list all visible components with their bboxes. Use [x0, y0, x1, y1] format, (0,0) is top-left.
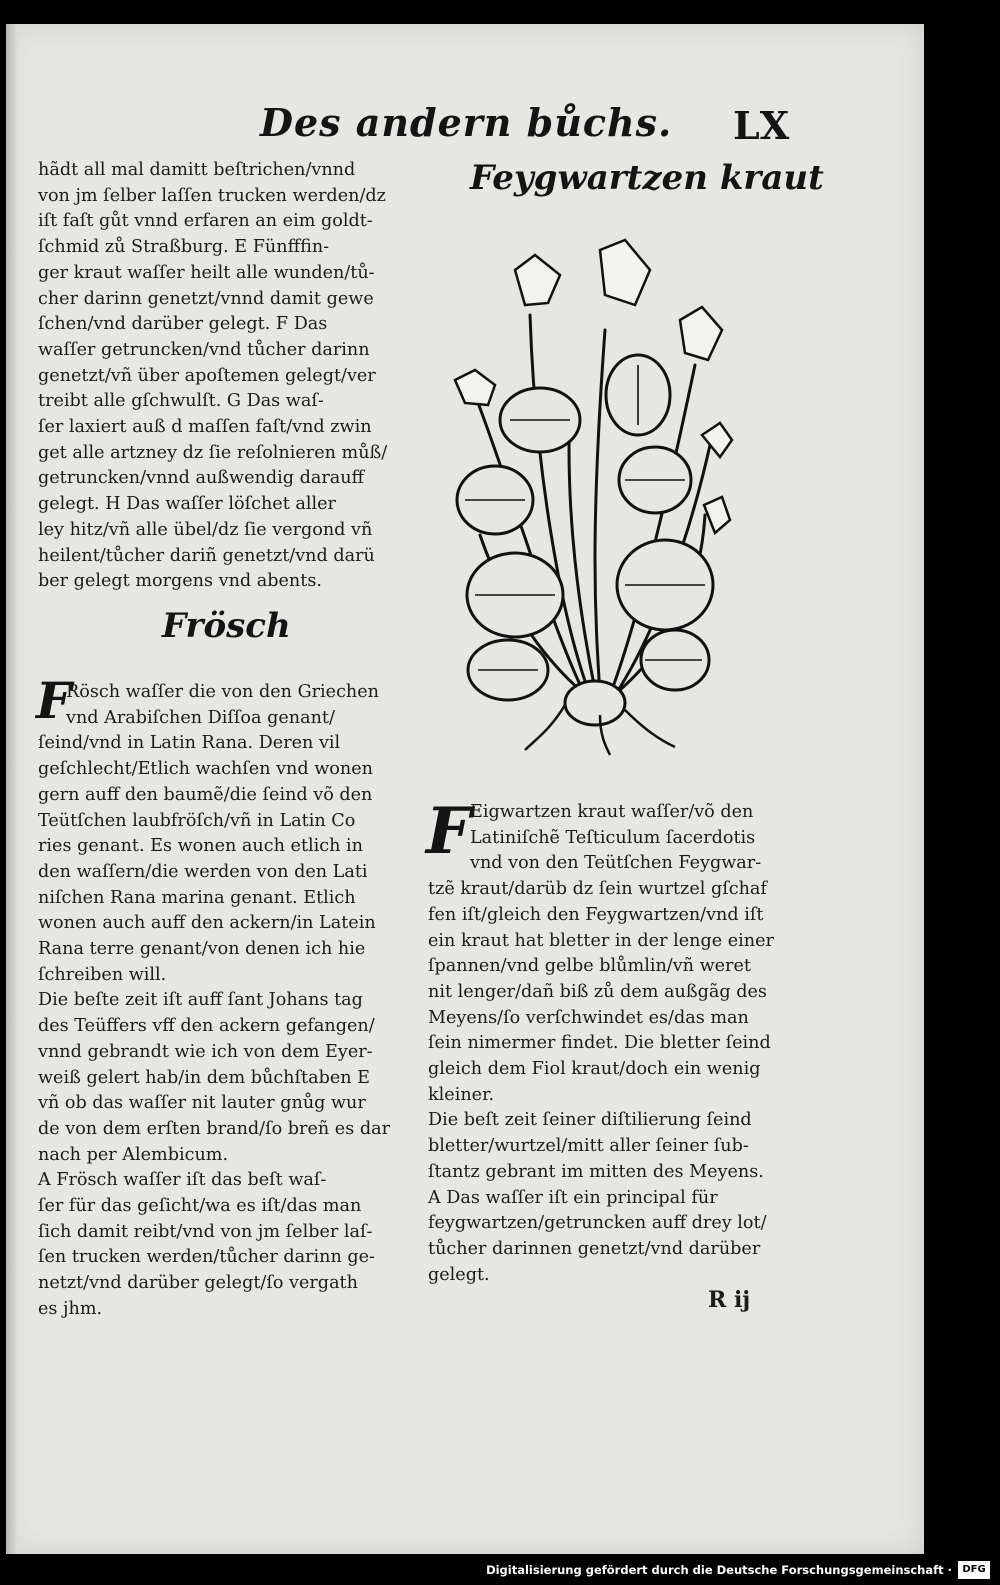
folio-number: LX	[733, 103, 790, 148]
text-line: Die beſte zeit iſt auff ſant Johans tag	[38, 990, 363, 1011]
text-line: nach per Alembicum.	[38, 1144, 229, 1165]
text-line: vnd von den Teütſchen Feygwar‑	[470, 853, 762, 874]
text-line: treibt alle gſchwulſt. G Das waſ‑	[38, 391, 324, 412]
signature-mark: R ij	[708, 1287, 751, 1313]
text-line: Rana terre genant/von denen ich hie	[38, 939, 366, 960]
section-heading-frosch: Frösch	[162, 606, 291, 646]
text-line: hãdt all mal damitt beſtrichen/vnnd	[38, 160, 356, 180]
text-line: ein kraut hat bletter in der lenge einer	[428, 930, 774, 951]
text-line: kleiner.	[428, 1084, 495, 1105]
woodcut-illustration	[440, 235, 750, 760]
text-line: waſſer getruncken/vnd tůcher darinn	[38, 339, 370, 360]
text-line: A Frösch waſſer iſt das beſt waſ‑	[38, 1170, 327, 1191]
text-line: geſchlecht/Etlich wachſen vnd wonen	[38, 759, 373, 780]
text-line: Die beſt zeit ſeiner diſtilierung ſeind	[428, 1110, 752, 1131]
dfg-logo-icon: DFG	[958, 1561, 990, 1579]
text-line: vnnd gebrandt wie ich von dem Eyer‑	[38, 1041, 373, 1062]
initial-capital-feygwartzen: F	[426, 794, 472, 869]
text-line: cher darinn genetzt/vnnd damit gewe	[38, 288, 374, 309]
text-line: getruncken/vnnd außwendig darauff	[38, 468, 365, 489]
text-line: get alle artzney dz ſie reſolnieren můß/	[38, 442, 388, 463]
initial-capital-frosch: F	[36, 671, 72, 730]
text-line: Latiniſchẽ Teſticulum ſacerdotis	[470, 827, 756, 848]
text-line: des Teüffers vff den ackern gefangen/	[38, 1016, 375, 1037]
text-line: genetzt/vñ über apoſtemen gelegt/ver	[38, 365, 376, 386]
text-line: Rösch waſſer die von den Griechen	[66, 682, 380, 702]
text-line: ſen trucken werden/tůcher darinn ge‑	[38, 1247, 375, 1268]
text-line: den waſſern/die werden von den Lati	[38, 861, 368, 882]
text-line: ger kraut waſſer heilt alle wunden/tů‑	[38, 262, 375, 283]
text-line: weiß gelert hab/in dem bůchſtaben E	[38, 1067, 371, 1088]
text-line: vnd Arabiſchen Diſſoa genant/	[66, 707, 335, 728]
text-line: wonen auch auff den ackern/in Latein	[38, 913, 376, 934]
text-line: ſich damit reibt/vnd von jm ſelber laſ‑	[38, 1221, 373, 1242]
page-gutter	[6, 24, 18, 1554]
running-title: Des andern bůchs.	[260, 100, 673, 145]
text-line: iſt faſt gůt vnnd erfaren an eim goldt‑	[38, 211, 373, 232]
text-line: ſchen/vnd darüber gelegt. F Das	[38, 314, 328, 335]
text-line: ſtantz gebrant im mitten des Meyens.	[428, 1161, 764, 1182]
text-line: ſer für das geſicht/wa es iſt/das man	[38, 1196, 362, 1217]
text-line: gelegt.	[428, 1264, 490, 1285]
text-line: A Das waſſer iſt ein principal für	[428, 1187, 718, 1208]
text-line: gern auff den baumẽ/die ſeind võ den	[38, 784, 373, 805]
text-line: gelegt. H Das waſſer löſchet aller	[38, 494, 336, 515]
text-line: ſchmid zů Straßburg. E Fünfffin‑	[38, 237, 330, 258]
footer-credit: Digitalisierung gefördert durch die Deutsche Forschungsgemeinschaft ·	[486, 1563, 952, 1577]
text-line: ſer laxiert auß d maſſen faſt/vnd zwin	[38, 417, 372, 438]
right-column-text	[426, 794, 806, 1288]
text-line: ber gelegt morgens vnd abents.	[38, 571, 322, 592]
text-line: vñ ob das waſſer nit lauter gnůg wur	[38, 1093, 366, 1114]
text-line: niſchen Rana marina genant. Etlich	[38, 887, 356, 908]
text-line: tzẽ kraut/darüb dz ſein wurtzel gſchaf	[428, 879, 767, 900]
text-line: ley hitz/vñ alle übel/dz ſie vergond vñ	[38, 519, 373, 540]
left-column-bottom-text	[38, 680, 416, 1323]
text-line: gleich dem Fiol kraut/doch ein wenig	[428, 1059, 761, 1080]
text-line: Teütſchen laubfröſch/vñ in Latin Co	[38, 810, 356, 831]
text-line: bletter/wurtzel/mitt aller ſeiner ſub‑	[428, 1136, 749, 1157]
text-line: Eigwartzen kraut waſſer/võ den	[470, 802, 754, 822]
text-line: es jhm.	[38, 1298, 103, 1319]
text-line: netzt/vnd darüber gelegt/ſo vergath	[38, 1273, 358, 1294]
text-line: heilent/tůcher dariñ genetzt/vnd darü	[38, 545, 375, 566]
text-line: nit lenger/dañ biß zů dem außgãg des	[428, 981, 767, 1002]
text-line: Meyens/ſo verſchwindet es/das man	[428, 1007, 749, 1028]
text-line: von jm ſelber laſſen trucken werden/dz	[38, 185, 386, 206]
text-line: ſchreiben will.	[38, 964, 167, 985]
text-line: ſpannen/vnd gelbe blůmlin/vñ weret	[428, 956, 751, 977]
left-column-top-text	[38, 158, 416, 595]
text-line: tůcher darinnen genetzt/vnd darüber	[428, 1238, 761, 1259]
text-line: feygwartzen/getruncken auff drey lot/	[428, 1213, 767, 1234]
text-line: ſeind/vnd in Latin Rana. Deren vil	[38, 733, 341, 754]
text-line: fen iſt/gleich den Feygwartzen/vnd iſt	[428, 904, 764, 925]
text-line: ries genant. Es wonen auch etlich in	[38, 836, 364, 857]
text-line: de von dem erſten brand/ſo breñ es dar	[38, 1118, 390, 1139]
text-line: ſein nimermer findet. Die bletter ſeind	[428, 1033, 771, 1054]
section-heading-feygwartzen: Feygwartzen kraut	[470, 158, 824, 198]
